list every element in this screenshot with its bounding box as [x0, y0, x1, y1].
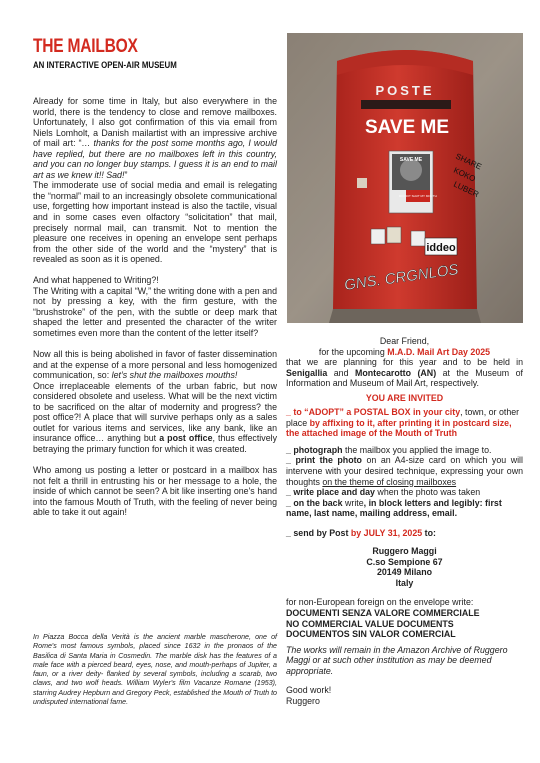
emphasis: by affixing to it, after printing it in postcard size, the attached image of the Mouth of Truth	[286, 417, 512, 439]
paragraph-writing-heading: And what happened to Writing?!	[33, 275, 159, 286]
address-city: 20149 Milano	[376, 567, 433, 578]
doc-label-en: NO COMMERCIAL VALUE DOCUMENTS	[286, 618, 454, 629]
emphasis: to:	[422, 527, 436, 538]
archive-note: The works will remain in the Amazon Archive of Ruggero Maggi or at such other institution as may be deemed appropriate.	[286, 644, 508, 676]
left-column	[33, 96, 277, 518]
text: that we are planning for this year and to be held in	[286, 357, 523, 368]
paragraph-social-media: The immoderate use of social media and email is relegating the “normal” mail to an increasingly obsolete communicational use, forgetting how important instead is also the tactile, visual and in some cases even olfactory “solicitation” that mail, precisely normal mail, can transmit. Not to mention the pleasure one receives in opening an envelope sent perhaps from the other side of the world and the “mystery” that is revealed as soon as it is opened.	[33, 180, 277, 265]
paragraph-intro	[33, 96, 277, 180]
closing: Good work!	[286, 685, 332, 696]
emphasis: a post office	[159, 433, 213, 444]
step-back	[286, 498, 523, 519]
underlined: on the theme of closing mailboxes	[322, 476, 457, 487]
paragraph-plan	[286, 357, 523, 389]
emphasis: _ to “ADOPT” a POSTAL BOX in your city	[286, 407, 461, 418]
mailbox-illustration	[287, 33, 523, 323]
signature: Ruggero	[286, 695, 320, 706]
invited-heading: YOU ARE INVITED	[365, 392, 444, 403]
label-iddeo: iddeo	[426, 242, 456, 254]
paragraph-abolished	[33, 349, 277, 381]
text: , town, or other place	[286, 407, 520, 428]
event-name: M.A.D. Mail Art Day 2025	[387, 346, 491, 357]
step-print	[286, 455, 523, 487]
sticker-save-me: SAVE ME	[399, 157, 423, 163]
deadline: by JULY 31, 2025	[350, 527, 423, 538]
step-send	[286, 528, 523, 539]
graffiti-bottom: GNS. CRGNLOS	[343, 261, 460, 294]
paragraph-mouth-of-truth: Who among us posting a letter or postcard in a mailbox has not felt a thrill in entrusting his or her message to a hole, the inside of which cannot be seen? A bit like inserting one's hand into the famous Mouth of Truth, with the feeling of never being able to take it out again!	[33, 465, 277, 518]
emphasis: _ photograph	[286, 444, 343, 455]
emphasis: _ print the photo	[286, 455, 362, 466]
emphasis: let’s shut the mailboxes mouths!	[111, 370, 238, 381]
address-street: C.so Sempione 67	[366, 556, 443, 567]
right-column	[286, 336, 523, 706]
text: Once irreplaceable elements of the urban fabric, but now considered obsolete and useless. What will be the next victim to be sacrificed on the altar of modernity and progress? the post office?! A place that will survive perhaps only as a sales outlet for various items and services, like any bank, like an insurance office… anything but	[33, 380, 277, 444]
greeting: Dear Friend,	[379, 336, 430, 346]
text: and	[327, 367, 355, 378]
emphasis: , in block letters and legibly: first name, last name, mailing address, email.	[286, 497, 502, 519]
text: when the photo was taken	[374, 487, 481, 498]
text: Now all this is being abolished in favor of faster dissemination and at the expense of a more personal and less homogenized communication, so:	[33, 349, 277, 381]
text: , thus effectively betraying the primary function for which it was created.	[33, 433, 277, 454]
text: at the Museum of Information and Museum of Mail Art, respectively.	[286, 367, 523, 389]
text: write	[342, 497, 364, 508]
text: Already for some time in Italy, but also everywhere in the world, there is the tendency to close and remove mailboxes. Unfortunately, I also got confirmation of this via email from Niels Lomholt, a Danish mailartist with an impressive archive of mail art: “	[33, 96, 277, 149]
doc-label-es: DOCUMENTOS SIN VALOR COMERCIAL	[286, 629, 456, 640]
text: on an A4-size card on which you will intervene with your desired technique, expressing your own thoughts	[286, 455, 523, 487]
paragraph-post-office	[33, 381, 277, 455]
text: the mailbox you applied the image to.	[342, 444, 492, 455]
paragraph-writing: The Writing with a capital “W,” the writing done with a pen and not by pressing a key, with the firm gesture, with the “brushstroke” of the pen, with the subtle or deep mark that shaped the letter and presented the character of the writer sometimes even more than the content of the letter itself?	[33, 285, 277, 338]
sticker-red: DO NOT SHUT MY MOUTH	[399, 194, 437, 198]
text: ”	[124, 169, 128, 180]
city-senigallia: Senigallia	[286, 367, 328, 378]
emphasis: _ on the back	[286, 497, 343, 508]
quote-lomholt: … thanks for the post some months ago, I would have replied, but there are no mailboxes left in this country, and you can no longer buy stamps. I guess it is an end to mail art as we knew it!! Sad!	[33, 138, 277, 180]
non-european-note: for non-European foreign on the envelope write:	[286, 597, 474, 608]
tag-share: SHARE	[454, 151, 483, 172]
save-me-graffiti: SAVE ME	[364, 117, 450, 138]
address-name: Ruggero Maggi	[372, 546, 437, 557]
doc-label-it: DOCUMENTI SENZA VALORE COMMERCIALE	[286, 608, 480, 619]
upcoming-line	[286, 347, 523, 358]
caption-bocca-della-verita: In Piazza Bocca della Verità is the ancient marble mascherone, one of Rome's most famous symbols, placed since 1632 in the pronaos of the Basilica di Santa Maria in Cosmedin. The marble disk has the features of a male face with a pierced beard, eyes, nose, and mouth-perhaps of Jupiter, a faun, or a river deity- flanked by several symbols, including a scarab, two claws, and two wolf heads. William Wyler's film Vacanze Romane (1953), starring Audrey Hepburn and Gregory Peck, established the Mouth of Truth to undisputed international fame.	[33, 633, 277, 707]
tag-koko: KOKO	[452, 165, 477, 184]
emphasis: _ send by Post	[286, 527, 351, 538]
step-adopt	[286, 407, 523, 439]
address-country: Italy	[395, 577, 414, 588]
mailing-address	[286, 546, 523, 588]
step-write	[286, 487, 523, 498]
mailbox-photo	[287, 33, 523, 323]
text: for the upcoming	[318, 346, 388, 357]
emphasis: _ write place and day	[286, 487, 375, 498]
page-subtitle: AN INTERACTIVE OPEN-AIR MUSEUM	[33, 60, 177, 71]
tag-luber: LUBER	[452, 179, 481, 200]
step-photograph	[286, 445, 523, 456]
page-title: THE MAILBOX	[33, 36, 138, 57]
poste-lettering: POSTE	[375, 83, 435, 98]
city-montecarotto: Montecarotto (AN)	[355, 367, 437, 378]
